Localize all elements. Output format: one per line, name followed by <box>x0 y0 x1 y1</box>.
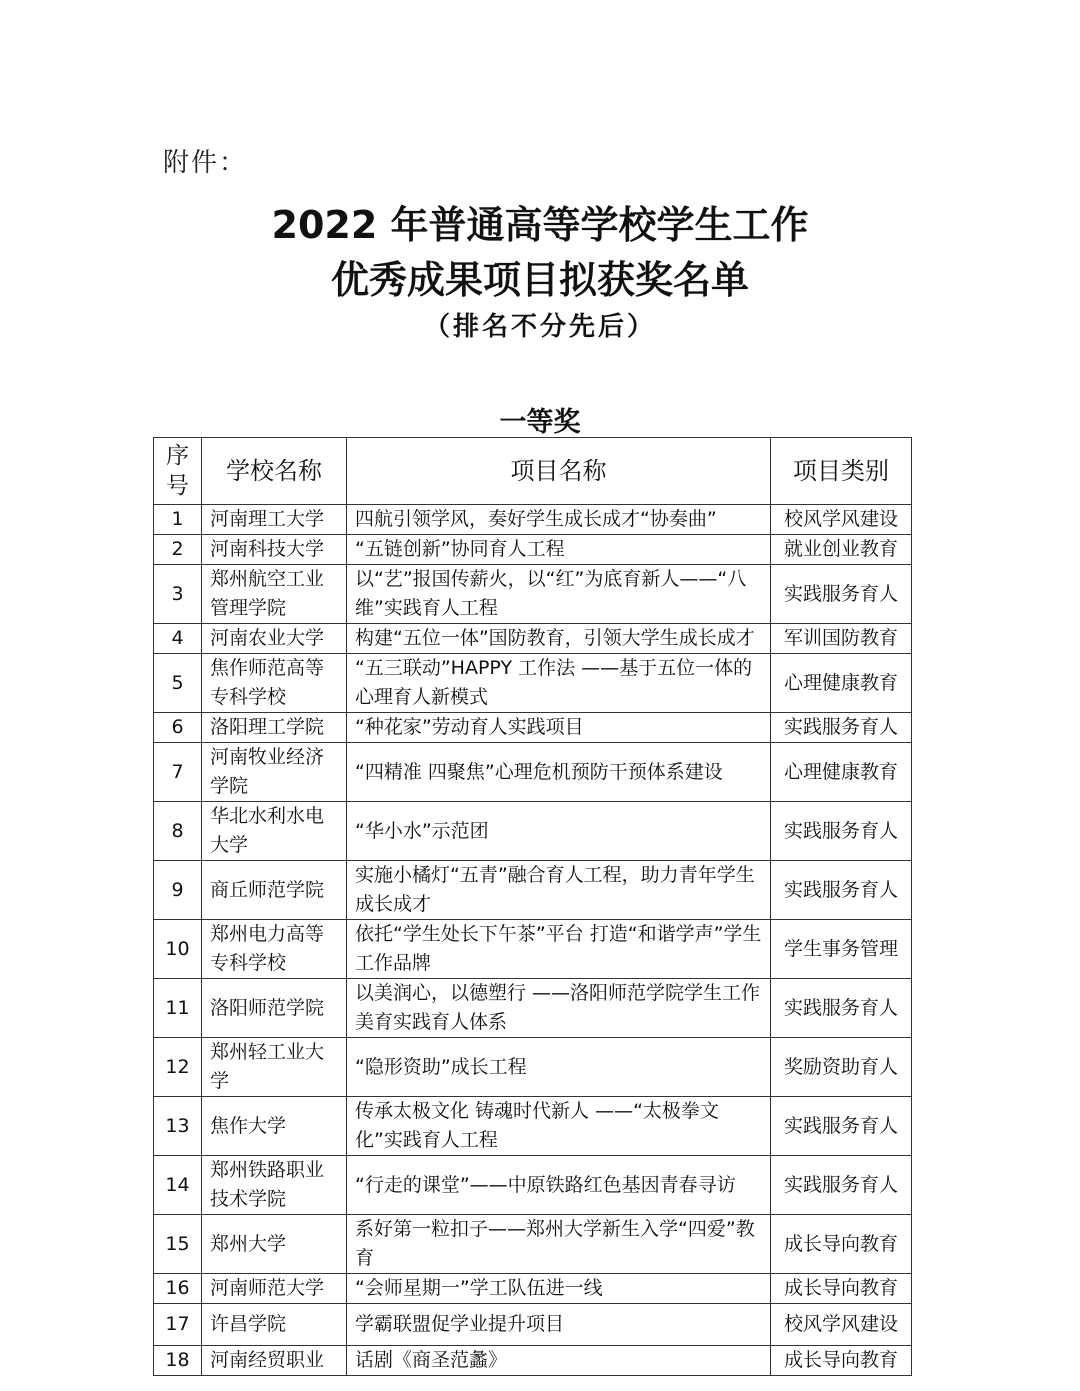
cell-school-name: 河南理工大学 <box>202 505 347 535</box>
table-row <box>154 1304 912 1346</box>
table-row <box>154 1156 912 1215</box>
cell-project-name: 学霸联盟促学业提升项目 <box>347 1304 771 1346</box>
cell-school-name: 河南牧业经济学院 <box>202 743 347 802</box>
cell-project-category: 实践服务育人 <box>771 565 912 624</box>
column-header-number: 序号 <box>154 438 202 505</box>
cell-school-name: 焦作大学 <box>202 1097 347 1156</box>
cell-school-name: 郑州大学 <box>202 1215 347 1274</box>
table-row <box>154 743 912 802</box>
cell-project-name: “华小水”示范团 <box>347 802 771 861</box>
table-row <box>154 654 912 713</box>
table-row <box>154 535 912 565</box>
cell-number: 15 <box>154 1215 202 1274</box>
cell-project-category: 成长导向教育 <box>771 1215 912 1274</box>
table-row <box>154 979 912 1038</box>
award-table <box>153 437 912 1376</box>
cell-project-name: “行走的课堂”——中原铁路红色基因青春寻访 <box>347 1156 771 1215</box>
cell-project-category: 就业创业教育 <box>771 535 912 565</box>
cell-project-name: 传承太极文化 铸魂时代新人 ——“太极拳文化”实践育人工程 <box>347 1097 771 1156</box>
cell-project-name: 以美润心，以德塑行 ——洛阳师范学院学生工作美育实践育人体系 <box>347 979 771 1038</box>
attachment-label: 附件： <box>163 148 248 178</box>
table-row <box>154 920 912 979</box>
cell-project-name: 话剧《商圣范蠡》 <box>347 1346 771 1376</box>
cell-number: 18 <box>154 1346 202 1376</box>
cell-school-name: 焦作师范高等专科学校 <box>202 654 347 713</box>
cell-project-name: 实施小橘灯“五青”融合育人工程，助力青年学生成长成才 <box>347 861 771 920</box>
cell-number: 10 <box>154 920 202 979</box>
cell-school-name: 河南经贸职业 <box>202 1346 347 1376</box>
section-heading-first-prize: 一等奖 <box>499 407 581 438</box>
cell-school-name: 郑州轻工业大学 <box>202 1038 347 1097</box>
table-row <box>154 1038 912 1097</box>
table-header-row <box>154 438 912 505</box>
cell-project-category: 实践服务育人 <box>771 802 912 861</box>
document-title-line2: 优秀成果项目拟获奖名单 <box>330 258 749 302</box>
cell-number: 14 <box>154 1156 202 1215</box>
cell-number: 9 <box>154 861 202 920</box>
cell-project-category: 成长导向教育 <box>771 1346 912 1376</box>
column-header-project: 项目名称 <box>347 438 771 505</box>
cell-project-name: 以“艺”报国传薪火，以“红”为底育新人——“八维”实践育人工程 <box>347 565 771 624</box>
cell-project-category: 学生事务管理 <box>771 920 912 979</box>
cell-school-name: 郑州电力高等专科学校 <box>202 920 347 979</box>
cell-project-name: “会师星期一”学工队伍进一线 <box>347 1274 771 1304</box>
cell-number: 11 <box>154 979 202 1038</box>
cell-number: 4 <box>154 624 202 654</box>
cell-number: 12 <box>154 1038 202 1097</box>
cell-number: 5 <box>154 654 202 713</box>
cell-project-name: “隐形资助”成长工程 <box>347 1038 771 1097</box>
document-subtitle: （排名不分先后） <box>423 312 656 342</box>
cell-project-category: 实践服务育人 <box>771 979 912 1038</box>
cell-school-name: 河南科技大学 <box>202 535 347 565</box>
cell-project-name: “四精准 四聚焦”心理危机预防干预体系建设 <box>347 743 771 802</box>
cell-number: 8 <box>154 802 202 861</box>
cell-project-category: 成长导向教育 <box>771 1274 912 1304</box>
cell-school-name: 华北水利水电大学 <box>202 802 347 861</box>
cell-number: 1 <box>154 505 202 535</box>
cell-school-name: 郑州铁路职业技术学院 <box>202 1156 347 1215</box>
cell-project-category: 校风学风建设 <box>771 1304 912 1346</box>
cell-project-category: 校风学风建设 <box>771 505 912 535</box>
cell-school-name: 河南师范大学 <box>202 1274 347 1304</box>
cell-school-name: 商丘师范学院 <box>202 861 347 920</box>
cell-project-category: 心理健康教育 <box>771 654 912 713</box>
cell-number: 16 <box>154 1274 202 1304</box>
cell-project-name: “五链创新”协同育人工程 <box>347 535 771 565</box>
column-header-school: 学校名称 <box>202 438 347 505</box>
cell-project-category: 心理健康教育 <box>771 743 912 802</box>
table-row <box>154 713 912 743</box>
cell-school-name: 郑州航空工业管理学院 <box>202 565 347 624</box>
table-row <box>154 565 912 624</box>
cell-project-category: 奖励资助育人 <box>771 1038 912 1097</box>
column-header-category: 项目类别 <box>771 438 912 505</box>
table-row <box>154 1097 912 1156</box>
table-row <box>154 861 912 920</box>
table-row <box>154 505 912 535</box>
cell-school-name: 洛阳理工学院 <box>202 713 347 743</box>
table-row <box>154 624 912 654</box>
cell-project-category: 实践服务育人 <box>771 861 912 920</box>
cell-number: 13 <box>154 1097 202 1156</box>
table-row <box>154 1346 912 1376</box>
cell-number: 6 <box>154 713 202 743</box>
cell-number: 3 <box>154 565 202 624</box>
cell-school-name: 许昌学院 <box>202 1304 347 1346</box>
cell-school-name: 洛阳师范学院 <box>202 979 347 1038</box>
cell-project-category: 实践服务育人 <box>771 1097 912 1156</box>
cell-number: 17 <box>154 1304 202 1346</box>
table-row <box>154 1274 912 1304</box>
table-row <box>154 802 912 861</box>
cell-project-name: 系好第一粒扣子——郑州大学新生入学“四爱”教育 <box>347 1215 771 1274</box>
document-title-line1: 2022 年普通高等学校学生工作 <box>271 203 809 247</box>
cell-project-name: 构建“五位一体”国防教育，引领大学生成长成才 <box>347 624 771 654</box>
cell-project-name: 四航引领学风，奏好学生成长成才“协奏曲” <box>347 505 771 535</box>
cell-project-category: 军训国防教育 <box>771 624 912 654</box>
cell-number: 7 <box>154 743 202 802</box>
cell-number: 2 <box>154 535 202 565</box>
table-row <box>154 1215 912 1274</box>
cell-school-name: 河南农业大学 <box>202 624 347 654</box>
cell-project-name: “五三联动”HAPPY 工作法 ——基于五位一体的心理育人新模式 <box>347 654 771 713</box>
cell-project-category: 实践服务育人 <box>771 713 912 743</box>
cell-project-category: 实践服务育人 <box>771 1156 912 1215</box>
cell-project-name: “种花家”劳动育人实践项目 <box>347 713 771 743</box>
cell-project-name: 依托“学生处长下午茶”平台 打造“和谐学声”学生工作品牌 <box>347 920 771 979</box>
